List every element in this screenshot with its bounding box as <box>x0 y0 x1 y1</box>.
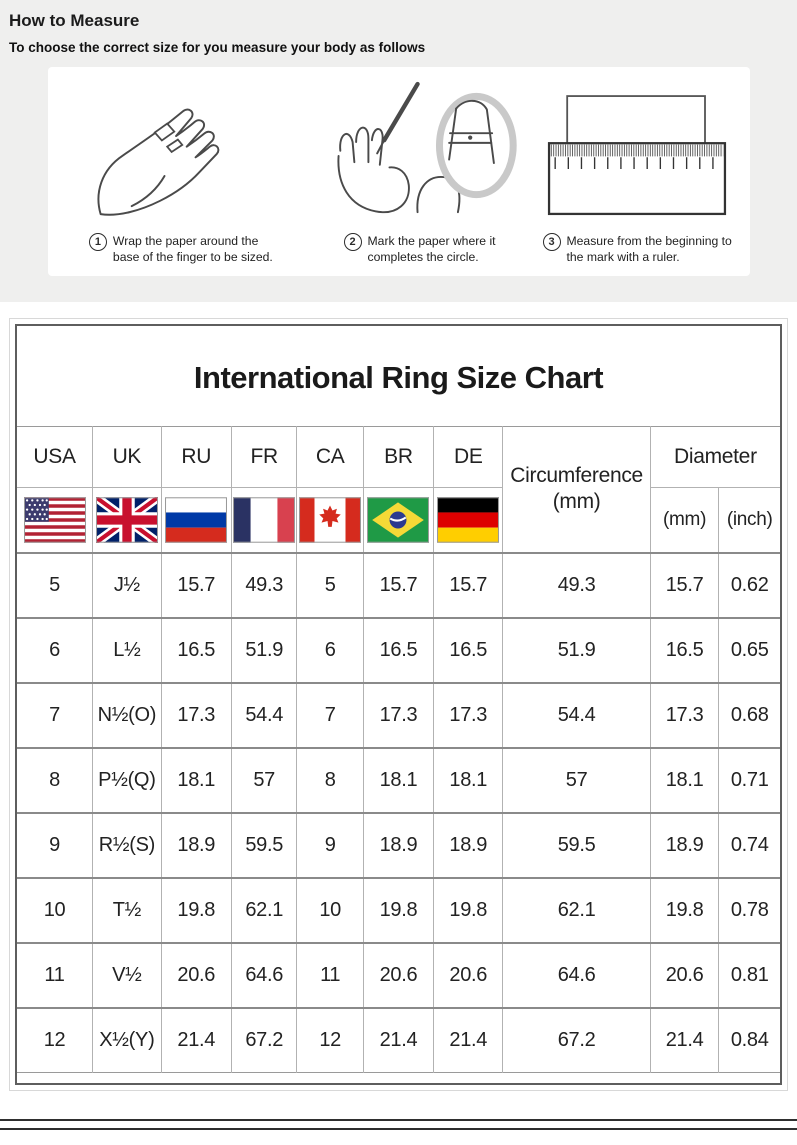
step-1-line1: Wrap the paper around the <box>112 234 259 248</box>
table-cell: 18.1 <box>363 748 433 813</box>
table-cell: 6 <box>17 618 93 683</box>
table-cell: 20.6 <box>650 943 719 1008</box>
table-cell: 15.7 <box>434 553 503 618</box>
table-cell: 19.8 <box>650 878 719 943</box>
table-cell: 15.7 <box>363 553 433 618</box>
table-cell: 57 <box>231 748 297 813</box>
table-cell: 5 <box>17 553 93 618</box>
table-cell: 18.9 <box>363 813 433 878</box>
table-cell: 8 <box>297 748 363 813</box>
step-3-number-icon: 3 <box>543 233 561 251</box>
step-1-line2: base of the finger to be sized. <box>112 250 273 265</box>
table-cell: 19.8 <box>363 878 433 943</box>
table-cell: 67.2 <box>503 1008 650 1073</box>
ruler-measuring-strip-icon <box>525 87 750 223</box>
table-cell: 16.5 <box>434 618 503 683</box>
table-cell: T½ <box>93 878 162 943</box>
table-cell: 16.5 <box>650 618 719 683</box>
col-header-circumference <box>503 426 650 553</box>
step-illustrations <box>48 75 750 223</box>
table-cell: L½ <box>93 618 162 683</box>
table-cell: J½ <box>93 553 162 618</box>
table-cell: 7 <box>17 683 93 748</box>
step-2-text <box>368 233 496 266</box>
step-2-line2: completes the circle. <box>367 250 479 265</box>
table-cell: R½(S) <box>93 813 162 878</box>
table-cell: 64.6 <box>231 943 297 1008</box>
table-cell: 21.4 <box>161 1008 231 1073</box>
ca-flag-icon <box>297 487 363 553</box>
diameter-inch-subheader: (inch) <box>719 487 780 553</box>
table-row <box>17 878 780 943</box>
table-cell: 62.1 <box>503 878 650 943</box>
table-cell: 12 <box>297 1008 363 1073</box>
uk-flag-icon <box>93 487 162 553</box>
steps-panel <box>48 67 750 276</box>
table-cell: 18.9 <box>161 813 231 878</box>
table-cell: 0.84 <box>719 1008 780 1073</box>
table-row <box>17 1008 780 1073</box>
de-flag-icon <box>434 487 503 553</box>
table-cell: 62.1 <box>231 878 297 943</box>
col-header-diameter: Diameter <box>650 426 780 487</box>
table-row <box>17 683 780 748</box>
table-cell: 9 <box>297 813 363 878</box>
table-cell: 5 <box>297 553 363 618</box>
page-title: How to Measure <box>9 11 140 30</box>
step-3-caption <box>525 233 750 266</box>
step-3-line1: Measure from the beginning to <box>566 234 732 248</box>
table-cell: 18.1 <box>434 748 503 813</box>
table-cell: 8 <box>17 748 93 813</box>
step-3-text <box>567 233 732 266</box>
step-2-line1: Mark the paper where it <box>367 234 496 248</box>
table-cell: 0.81 <box>719 943 780 1008</box>
table-cell: 6 <box>297 618 363 683</box>
step-3-line2: the mark with a ruler. <box>566 250 680 265</box>
size-chart-inner-frame <box>15 324 782 1085</box>
header-row-flags <box>17 487 780 553</box>
table-cell: 16.5 <box>161 618 231 683</box>
step-2-number-icon: 2 <box>344 233 362 251</box>
table-cell: 18.9 <box>650 813 719 878</box>
table-cell: 18.1 <box>650 748 719 813</box>
size-table-body <box>17 553 780 1073</box>
table-cell: 7 <box>297 683 363 748</box>
table-cell: 17.3 <box>434 683 503 748</box>
table-cell: 19.8 <box>434 878 503 943</box>
table-cell: 19.8 <box>161 878 231 943</box>
table-cell: 17.3 <box>363 683 433 748</box>
table-cell: N½(O) <box>93 683 162 748</box>
ru-flag-icon <box>161 487 231 553</box>
table-row <box>17 813 780 878</box>
table-cell: 15.7 <box>650 553 719 618</box>
diameter-mm-subheader: (mm) <box>650 487 719 553</box>
table-cell: 57 <box>503 748 650 813</box>
col-header-uk: UK <box>93 426 162 487</box>
table-cell: 17.3 <box>650 683 719 748</box>
table-cell: V½ <box>93 943 162 1008</box>
table-cell: 21.4 <box>434 1008 503 1073</box>
col-header-usa: USA <box>17 426 93 487</box>
br-flag-icon <box>363 487 433 553</box>
hand-with-paper-strip-icon <box>48 81 315 223</box>
step-1-text <box>113 233 273 266</box>
table-cell: 16.5 <box>363 618 433 683</box>
header-row-countries <box>17 426 780 487</box>
step-1-number-icon: 1 <box>89 233 107 251</box>
table-cell: 54.4 <box>503 683 650 748</box>
col-header-fr: FR <box>231 426 297 487</box>
circumference-label: Circumference <box>510 464 643 488</box>
table-cell: 17.3 <box>161 683 231 748</box>
fr-flag-icon <box>231 487 297 553</box>
section-divider <box>0 1119 797 1130</box>
ring-size-table <box>17 426 780 1073</box>
table-cell: 0.68 <box>719 683 780 748</box>
table-cell: 21.4 <box>650 1008 719 1073</box>
table-cell: 51.9 <box>503 618 650 683</box>
table-cell: 12 <box>17 1008 93 1073</box>
table-cell: P½(Q) <box>93 748 162 813</box>
step-2-caption <box>314 233 525 266</box>
table-row <box>17 748 780 813</box>
table-row <box>17 618 780 683</box>
col-header-ru: RU <box>161 426 231 487</box>
table-cell: 49.3 <box>503 553 650 618</box>
table-cell: 67.2 <box>231 1008 297 1073</box>
table-cell: 11 <box>297 943 363 1008</box>
table-cell: 0.74 <box>719 813 780 878</box>
step-captions <box>48 233 750 266</box>
table-cell: 0.78 <box>719 878 780 943</box>
circumference-unit: (mm) <box>552 490 601 514</box>
table-row <box>17 553 780 618</box>
col-header-de: DE <box>434 426 503 487</box>
table-cell: 20.6 <box>161 943 231 1008</box>
table-cell: X½(Y) <box>93 1008 162 1073</box>
table-cell: 51.9 <box>231 618 297 683</box>
table-cell: 59.5 <box>503 813 650 878</box>
table-cell: 64.6 <box>503 943 650 1008</box>
table-cell: 54.4 <box>231 683 297 748</box>
page-subtitle: To choose the correct size for you measure your body as follows <box>9 40 426 55</box>
size-chart-frame <box>9 318 788 1091</box>
chart-title: International Ring Size Chart <box>193 359 604 395</box>
col-header-br: BR <box>363 426 433 487</box>
table-row <box>17 943 780 1008</box>
table-cell: 18.9 <box>434 813 503 878</box>
table-cell: 11 <box>17 943 93 1008</box>
us-flag-icon <box>17 487 93 553</box>
step-1-caption <box>48 233 315 266</box>
table-cell: 20.6 <box>363 943 433 1008</box>
pen-marking-paper-icon <box>314 75 525 223</box>
how-to-measure-section <box>0 0 797 302</box>
table-cell: 0.62 <box>719 553 780 618</box>
table-cell: 20.6 <box>434 943 503 1008</box>
table-cell: 59.5 <box>231 813 297 878</box>
table-cell: 0.65 <box>719 618 780 683</box>
table-cell: 15.7 <box>161 553 231 618</box>
table-cell: 21.4 <box>363 1008 433 1073</box>
table-cell: 18.1 <box>161 748 231 813</box>
table-cell: 10 <box>17 878 93 943</box>
table-cell: 9 <box>17 813 93 878</box>
col-header-ca: CA <box>297 426 363 487</box>
table-cell: 0.71 <box>719 748 780 813</box>
table-cell: 10 <box>297 878 363 943</box>
table-cell: 49.3 <box>231 553 297 618</box>
